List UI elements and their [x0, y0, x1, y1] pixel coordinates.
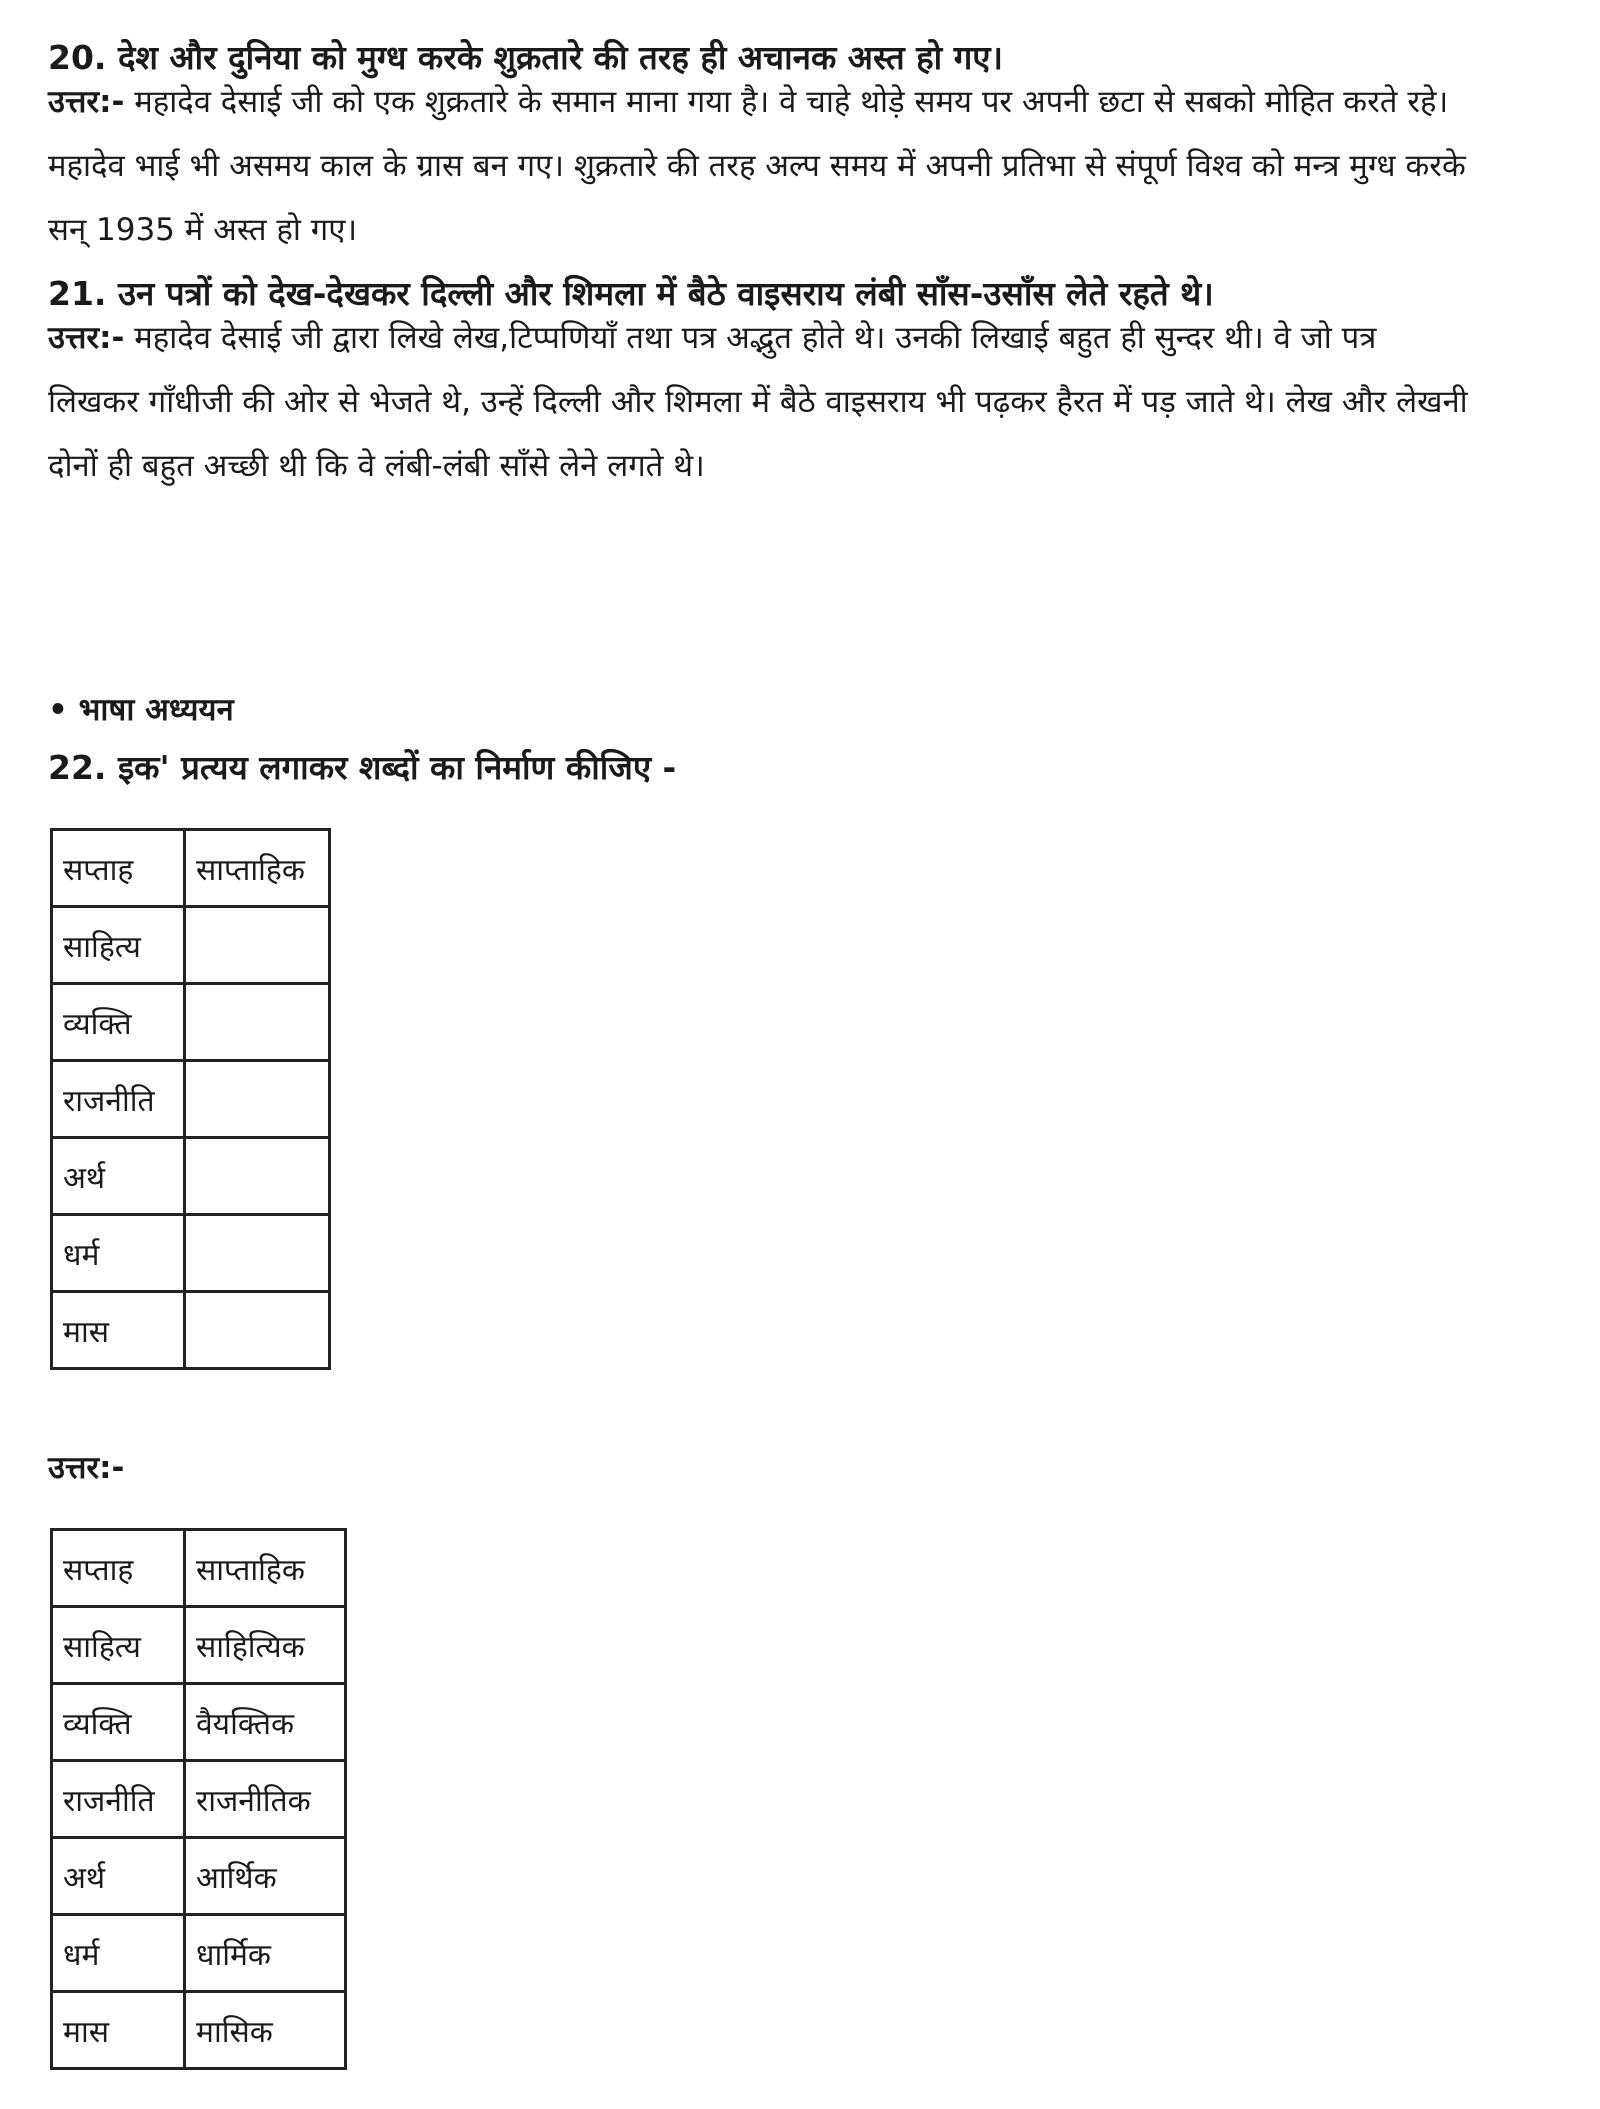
base-word-cell: साहित्य: [52, 1607, 185, 1684]
derived-word-cell: साप्ताहिक: [185, 830, 330, 907]
table-row: [52, 1138, 330, 1215]
base-word-cell: व्यक्ति: [52, 984, 185, 1061]
base-word-cell: सप्ताह: [52, 1530, 185, 1607]
table-row: [52, 1607, 346, 1684]
table-row: [52, 1992, 346, 2069]
table-row: [52, 1530, 346, 1607]
base-word-cell: व्यक्ति: [52, 1684, 185, 1761]
answer-21: [48, 306, 1588, 498]
derived-word-cell: [185, 1061, 330, 1138]
derived-word-cell: [185, 1215, 330, 1292]
section-heading: • भाषा अध्ययन: [48, 692, 234, 728]
derived-word-cell: [185, 1138, 330, 1215]
table-row: [52, 907, 330, 984]
answer-label: उत्तर:-: [48, 84, 125, 120]
derived-word-cell: [185, 1292, 330, 1369]
table-row: [52, 1061, 330, 1138]
table-row: [52, 1915, 346, 1992]
derived-word-cell: मासिक: [185, 1992, 346, 2069]
table-row: [52, 1215, 330, 1292]
answer-table: [50, 1528, 347, 2070]
base-word-cell: सप्ताह: [52, 830, 185, 907]
base-word-cell: अर्थ: [52, 1838, 185, 1915]
table-row: [52, 1684, 346, 1761]
table-row: [52, 1292, 330, 1369]
table-row: [52, 1838, 346, 1915]
answer-line: महादेव भाई भी असमय काल के ग्रास बन गए। शुक्रतारे की तरह अल्प समय में अपनी प्रतिभा से संपूर्ण विश्व को मन्त्र मुग्ध करके: [48, 148, 1466, 184]
answer-label-22: उत्तर:-: [48, 1450, 125, 1486]
answer-line: उत्तर:- महादेव देसाई जी द्वारा लिखे लेख,टिप्पणियाँ तथा पत्र अद्भुत होते थे। उनकी लिखाई बहुत ही सुन्दर थी। वे जो पत्र: [48, 320, 1377, 356]
derived-word-cell: धार्मिक: [185, 1915, 346, 1992]
base-word-cell: मास: [52, 1992, 185, 2069]
derived-word-cell: साप्ताहिक: [185, 1530, 346, 1607]
base-word-cell: धर्म: [52, 1915, 185, 1992]
table-row: [52, 1761, 346, 1838]
derived-word-cell: राजनीतिक: [185, 1761, 346, 1838]
answer-label: उत्तर:-: [48, 320, 125, 356]
answer-line: सन् 1935 में अस्त हो गए।: [48, 212, 358, 248]
answer-line: उत्तर:- महादेव देसाई जी को एक शुक्रतारे के समान माना गया है। वे चाहे थोड़े समय पर अपनी छटा से सबको मोहित करते रहे।: [48, 84, 1449, 120]
base-word-cell: मास: [52, 1292, 185, 1369]
question-22: 22. इक' प्रत्यय लगाकर शब्दों का निर्माण कीजिए -: [48, 748, 677, 787]
base-word-cell: साहित्य: [52, 907, 185, 984]
derived-word-cell: [185, 907, 330, 984]
exercise-table: [50, 828, 331, 1370]
question-20: 20. देश और दुनिया को मुग्ध करके शुक्रतारे की तरह ही अचानक अस्त हो गए।: [48, 38, 1004, 77]
question-21: 21. उन पत्रों को देख-देखकर दिल्ली और शिमला में बैठे वाइसराय लंबी साँस-उसाँस लेते रहते थे।: [48, 274, 1214, 313]
base-word-cell: राजनीति: [52, 1761, 185, 1838]
table-row: [52, 984, 330, 1061]
derived-word-cell: आर्थिक: [185, 1838, 346, 1915]
derived-word-cell: साहित्यिक: [185, 1607, 346, 1684]
derived-word-cell: [185, 984, 330, 1061]
answer-line: दोनों ही बहुत अच्छी थी कि वे लंबी-लंबी साँसे लेने लगते थे।: [48, 448, 705, 484]
base-word-cell: धर्म: [52, 1215, 185, 1292]
answer-20: [48, 70, 1588, 262]
answer-line: लिखकर गाँधीजी की ओर से भेजते थे, उन्हें दिल्ली और शिमला में बैठे वाइसराय भी पढ़कर हैरत में पड़ जाते थे। लेख और लेखनी: [48, 384, 1468, 420]
base-word-cell: राजनीति: [52, 1061, 185, 1138]
base-word-cell: अर्थ: [52, 1138, 185, 1215]
table-row: [52, 830, 330, 907]
derived-word-cell: वैयक्तिक: [185, 1684, 346, 1761]
